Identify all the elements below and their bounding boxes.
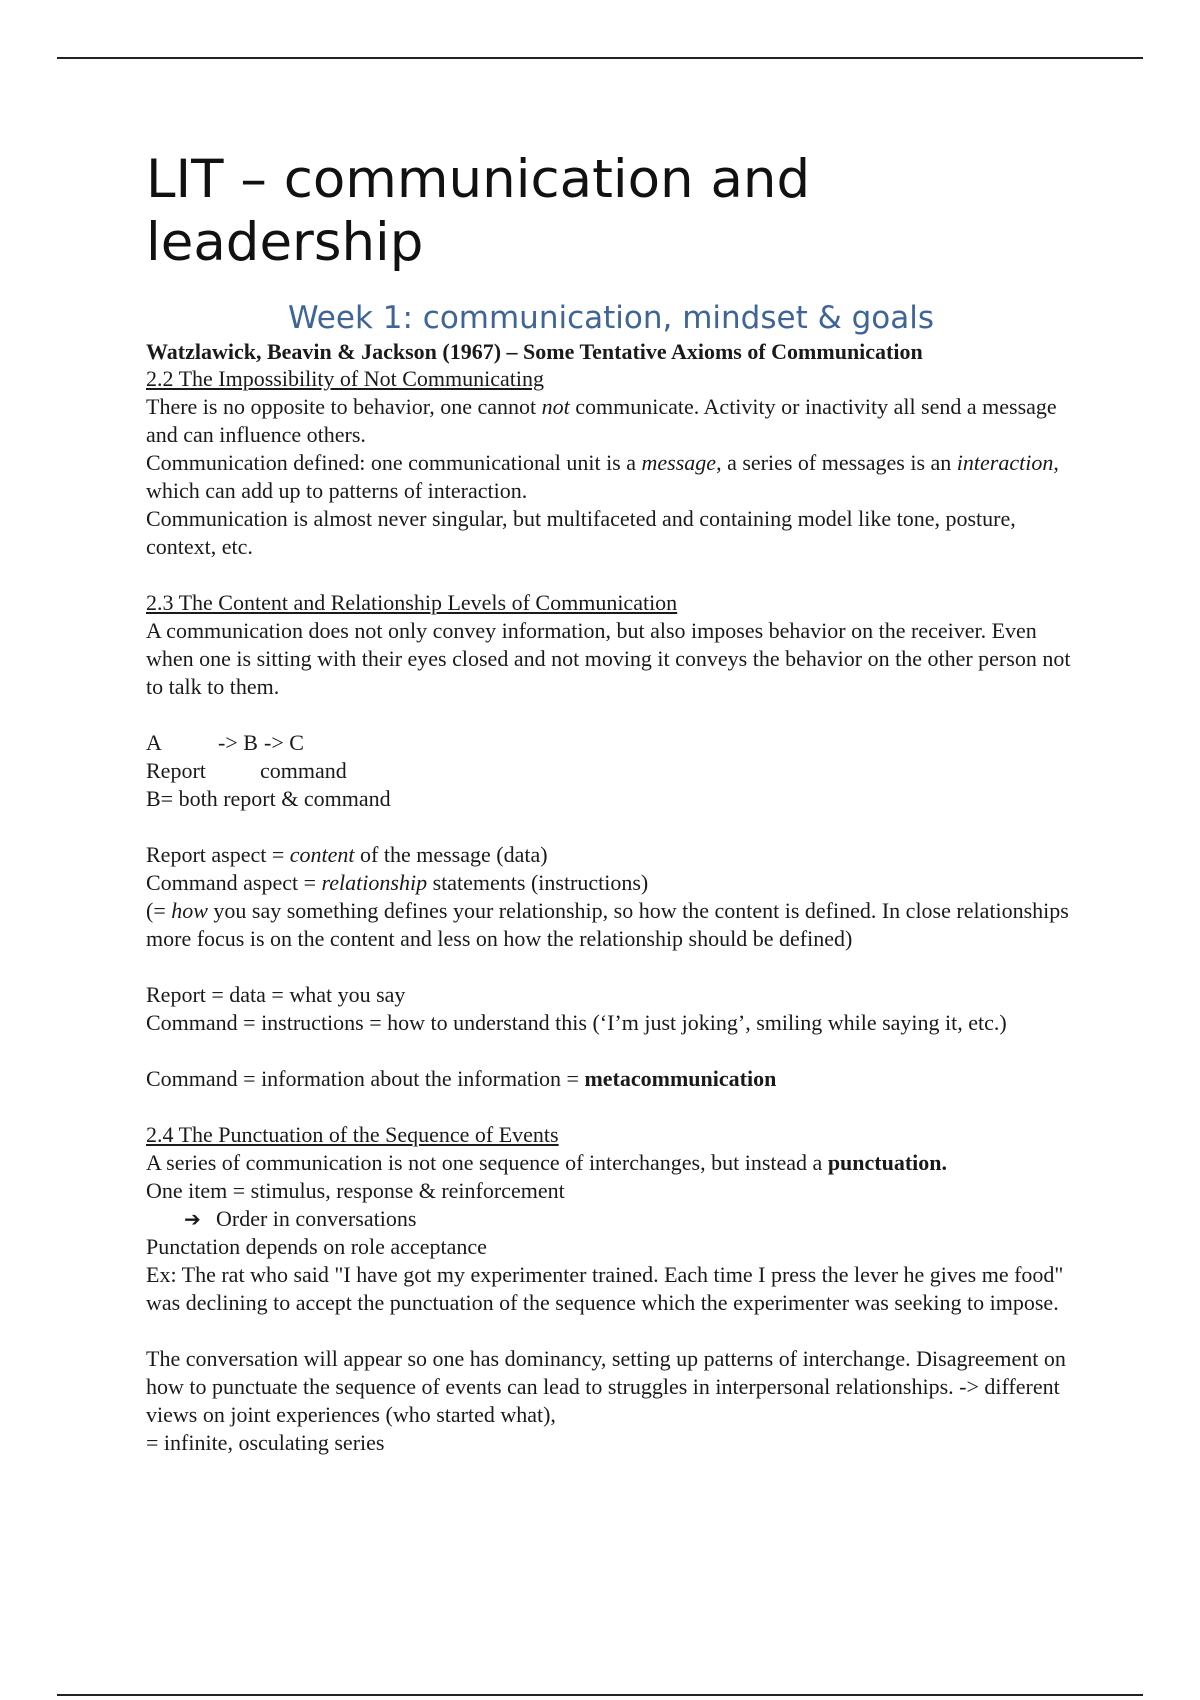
paragraph: Command = information about the information = metacommunication — [146, 1066, 777, 1091]
paragraph: Communication is almost never singular, but multifaceted and containing model like tone, posture, context, etc. — [146, 506, 1016, 559]
footer-rule — [57, 1694, 1143, 1696]
paragraph: Command aspect = relationship statements (instructions) — [146, 870, 649, 895]
section-heading-2-2: 2.2 The Impossibility of Not Communicating — [146, 366, 545, 391]
header-rule — [57, 57, 1143, 59]
section-heading-2-4: 2.4 The Punctuation of the Sequence of Events — [146, 1122, 559, 1147]
diagram-line: A -> B -> C — [146, 730, 304, 755]
paragraph: Ex: The rat who said "I have got my experimenter trained. Each time I press the lever he gives me food" was declining to accept the punctuation of the sequence which the experimenter was seeking to impose. — [146, 1262, 1064, 1315]
paragraph: = infinite, osculating series — [146, 1430, 385, 1455]
arrow-right-icon: ➔ — [184, 1207, 201, 1231]
paragraph: Report = data = what you say — [146, 982, 406, 1007]
document-page — [146, 148, 1076, 1457]
paragraph: The conversation will appear so one has dominancy, setting up patterns of interchange. Disagreement on how to punctuate the sequence of events can lead to struggles in interpersonal relationships. -> different views on joint experiences (who started what), — [146, 1346, 1066, 1427]
diagram-note: B= both report & command — [146, 786, 391, 811]
source-citation: Watzlawick, Beavin & Jackson (1967) – Some Tentative Axioms of Communication — [146, 339, 923, 364]
paragraph: There is no opposite to behavior, one cannot not communicate. Activity or inactivity all send a message and can influence others. — [146, 394, 1057, 447]
document-title: LIT – communication and leadership — [146, 149, 811, 273]
paragraph: Punctation depends on role acceptance — [146, 1234, 487, 1259]
paragraph: A communication does not only convey information, but also imposes behavior on the receiver. Even when one is sitting with their eyes closed and not moving it conveys the behavior on the other person not to talk to them. — [146, 618, 1071, 699]
section-heading-2-3: 2.3 The Content and Relationship Levels of Communication — [146, 590, 678, 615]
week-heading: Week 1: communication, mindset & goals — [287, 300, 935, 336]
paragraph: Command = instructions = how to understand this (‘I’m just joking’, smiling while saying it, etc.) — [146, 1010, 1007, 1035]
paragraph: (= how you say something defines your relationship, so how the content is defined. In close relationships more focus is on the content and less on how the relationship should be defined) — [146, 898, 1069, 951]
paragraph: Communication defined: one communicational unit is a message, a series of messages is an interaction, which can add up to patterns of interaction. — [146, 450, 1059, 503]
paragraph: One item = stimulus, response & reinforcement — [146, 1178, 565, 1203]
paragraph: Report aspect = content of the message (data) — [146, 842, 548, 867]
bullet-item: ➔ Order in conversations — [184, 1206, 417, 1231]
diagram-labels: Report command — [146, 758, 347, 783]
paragraph: A series of communication is not one sequence of interchanges, but instead a punctuation. — [146, 1150, 948, 1175]
